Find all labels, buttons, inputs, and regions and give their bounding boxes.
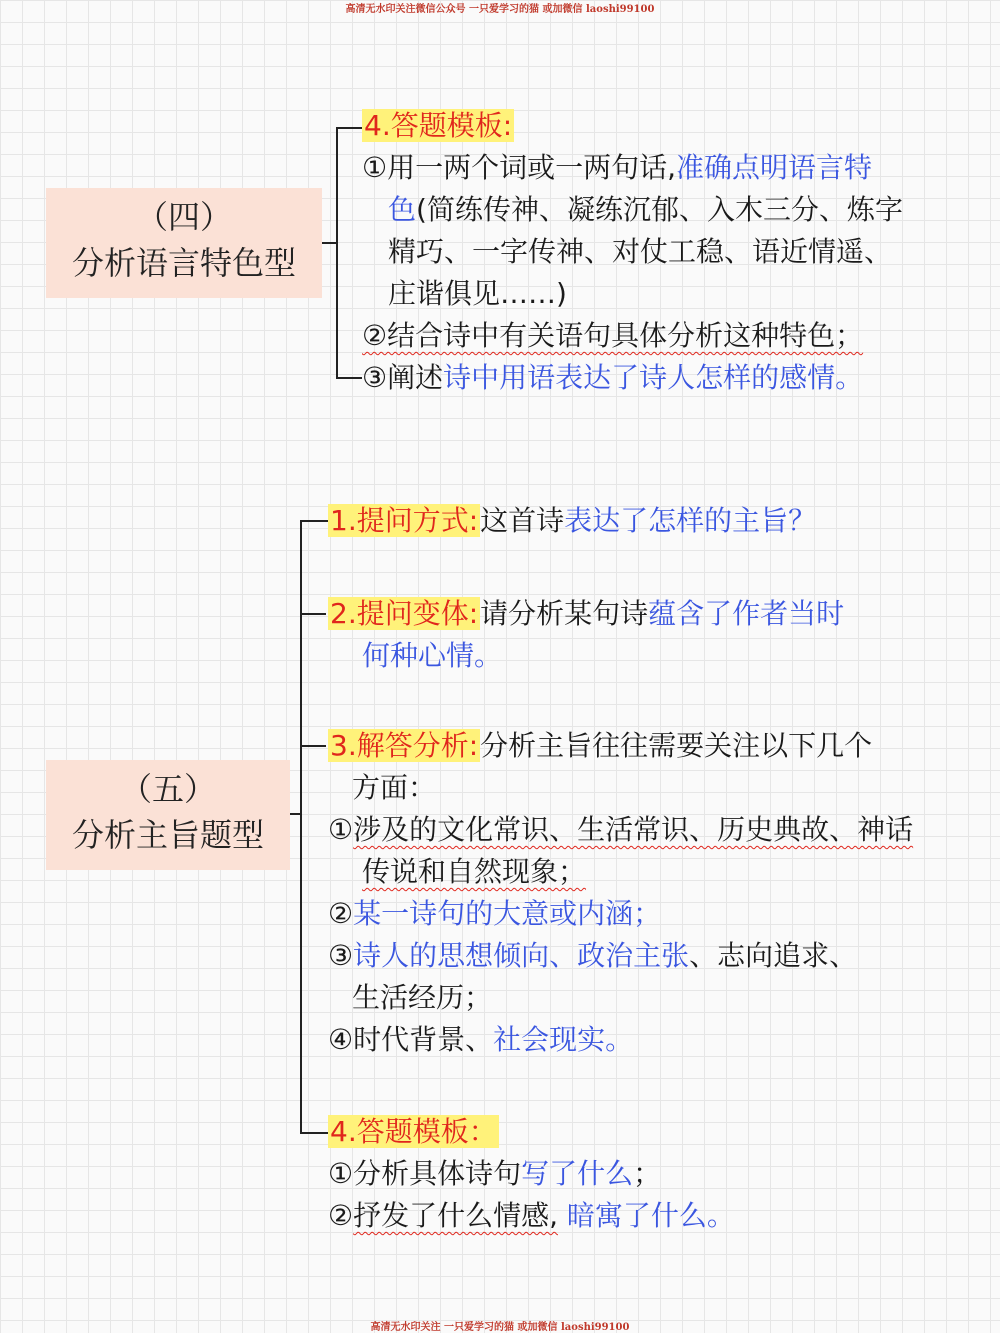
analysis-point-4: ④时代背景、社会现实。 <box>328 1023 634 1056</box>
template-line-5: ②结合诗中有关语句具体分析这种特色； <box>362 319 864 352</box>
template-line-1: ①用一两个词或一两句话,准确点明语言特 <box>362 151 873 184</box>
template5-line-1: ①分析具体诗句写了什么； <box>328 1157 662 1190</box>
answer-analysis: 3.解答分析:分析主旨往往需要关注以下几个 <box>330 729 873 762</box>
template-line-4: 庄谐俱见……) <box>388 277 567 310</box>
template-line-2: 色(简练传神、凝练沉郁、入木三分、炼字 <box>388 193 903 226</box>
question-variant: 2.提问变体:请分析某句诗蕴含了作者当时 <box>330 597 845 630</box>
category-box-theme-analysis <box>46 760 290 870</box>
template-heading-4: 4.答题模板: <box>364 109 513 142</box>
template5-line-2: ②抒发了什么情感, 暗寓了什么。 <box>328 1199 735 1232</box>
category-number: （五） <box>119 770 216 808</box>
template-line-6: ③阐述诗中用语表达了诗人怎样的感情。 <box>362 361 864 394</box>
category-number: （四） <box>135 198 232 236</box>
watermark-bottom: 高清无水印关注 一只爱学习的猫 或加微信 laoshi99100 <box>370 1322 630 1333</box>
question-variant-cont: 何种心情。 <box>362 639 503 672</box>
analysis-point-3: ③诗人的思想倾向、政治主张、志向追求、 <box>328 939 858 972</box>
answer-analysis-cont: 方面： <box>352 771 437 804</box>
analysis-point-2: ②某一诗句的大意或内涵； <box>328 897 662 930</box>
analysis-point-3-cont: 生活经历； <box>352 981 493 1014</box>
watermark-top: 高清无水印关注微信公众号 一只爱学习的猫 或加微信 laoshi99100 <box>345 4 655 15</box>
analysis-point-1-cont: 传说和自然现象； <box>362 855 587 888</box>
connector-stub <box>290 813 300 815</box>
template-heading-5: 4.答题模板： <box>330 1115 497 1148</box>
branch-tick-3 <box>300 745 326 747</box>
category-title: 分析语言特色型 <box>71 244 296 282</box>
category-box-language-features <box>46 188 322 298</box>
branch-tick-2 <box>300 613 326 615</box>
connector-stub <box>322 242 336 244</box>
question-method: 1.提问方式:这首诗表达了怎样的主旨？ <box>330 504 817 537</box>
template-line-3: 精巧、一字传神、对仗工稳、语近情遥、 <box>388 235 893 268</box>
analysis-point-1: ①涉及的文化常识、生活常识、历史典故、神话 <box>328 813 914 846</box>
category-title: 分析主旨题型 <box>71 816 264 854</box>
mindmap-bracket <box>336 127 362 379</box>
